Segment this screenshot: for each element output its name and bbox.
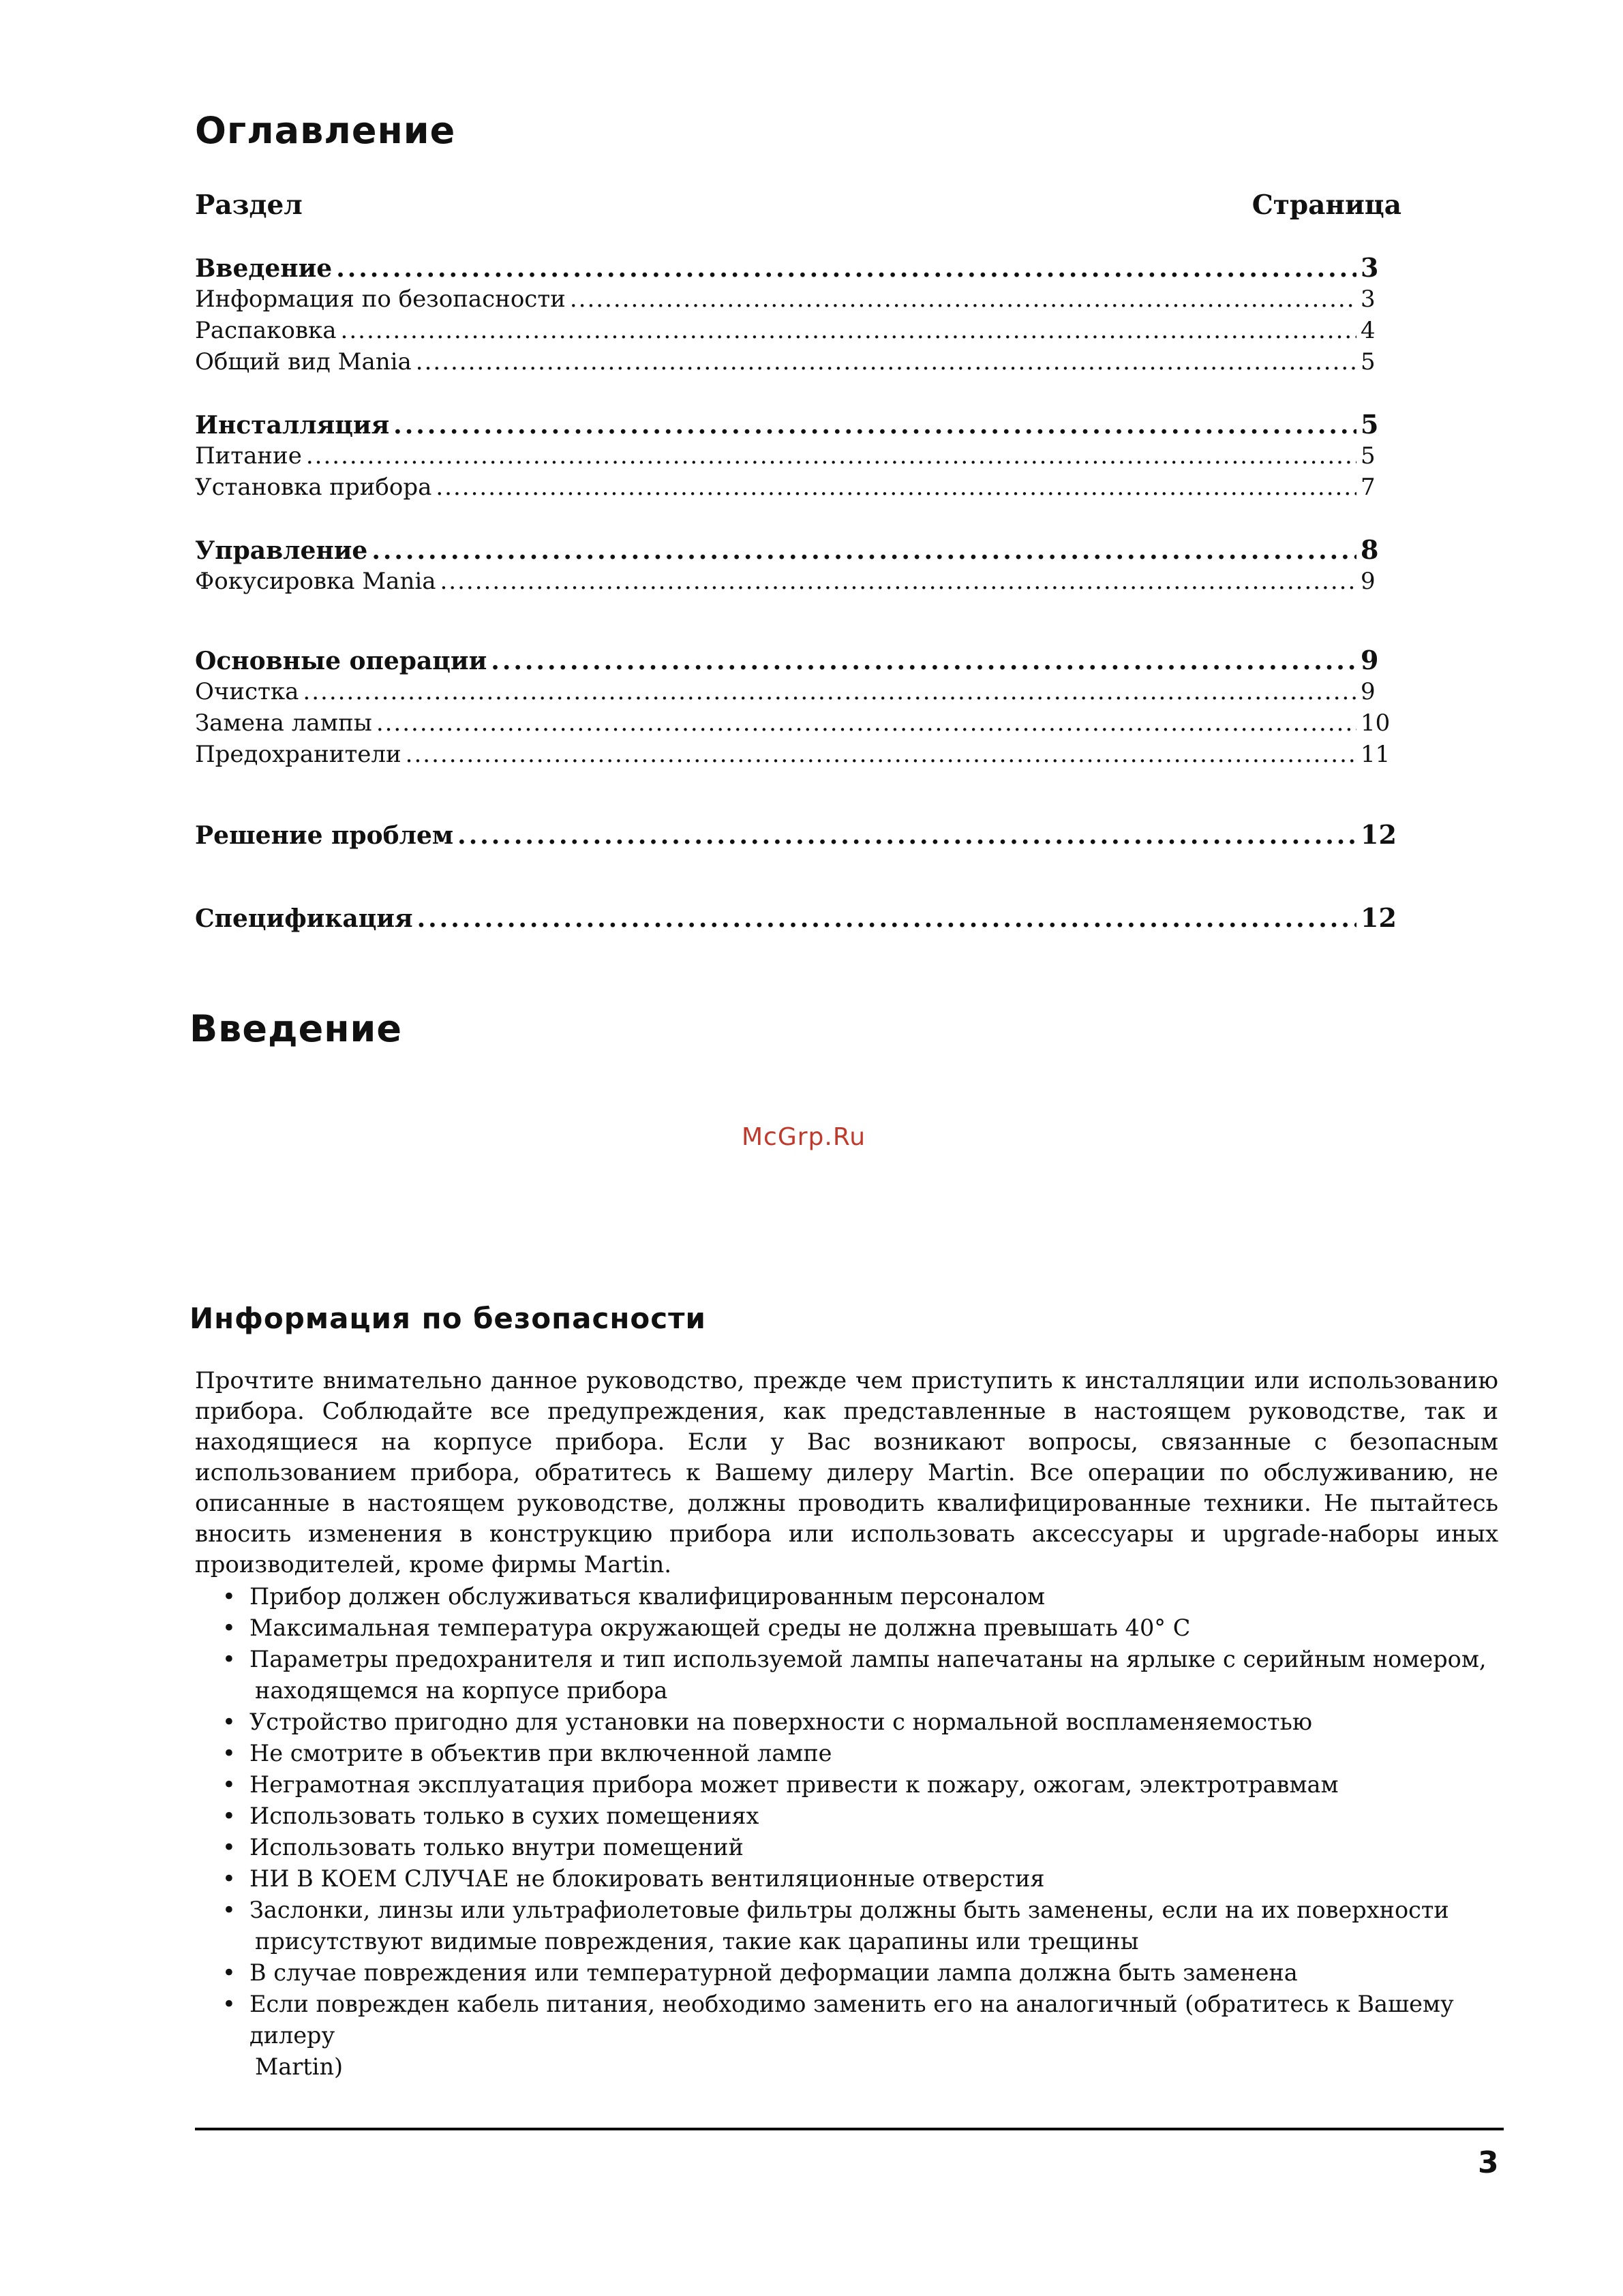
toc-leader-dots (457, 820, 1356, 851)
footer-rule (195, 2128, 1504, 2130)
safety-heading: Информация по безопасности (189, 1302, 706, 1335)
toc-header (195, 189, 1401, 221)
toc-entry-page: 8 (1361, 534, 1379, 565)
toc-entry-label: Предохранители (195, 741, 401, 768)
toc-group (195, 534, 1395, 597)
list-item (222, 1957, 1504, 1989)
toc-entry-label: Установка прибора (195, 474, 432, 501)
list-item (222, 1895, 1504, 1957)
bullet-text: Параметры предохранителя и тип используемой лампы напечатаны на ярлыке с серийным номером, (249, 1646, 1487, 1672)
toc-sub-entry[interactable] (195, 739, 1395, 770)
toc-entry-page: 5 (1361, 442, 1376, 470)
bullet-continuation: находящемся на корпусе прибора (255, 1677, 668, 1704)
toc-sub-entry[interactable] (195, 472, 1395, 503)
bullet-text: Прибор должен обслуживаться квалифицированным персоналом (249, 1583, 1046, 1610)
toc-entry-label: Инсталляция (195, 411, 390, 440)
toc-sub-entry[interactable] (195, 315, 1395, 346)
bullet-text: Максимальная температура окружающей среды не должна превышать 40° С (249, 1614, 1191, 1641)
intro-heading: Введение (189, 1007, 402, 1050)
toc-main-entry[interactable] (195, 819, 1395, 851)
toc-leader-dots (491, 645, 1356, 677)
toc-sub-entry[interactable] (195, 346, 1395, 378)
toc-entry-label: Замена лампы (195, 709, 372, 737)
list-item (222, 1738, 1504, 1769)
toc-sub-entry[interactable] (195, 440, 1395, 472)
toc-entry-page: 5 (1361, 348, 1376, 376)
list-item (222, 1989, 1504, 2083)
table-of-contents (195, 252, 1395, 934)
toc-leader-dots (440, 566, 1356, 597)
toc-entry-label: Питание (195, 442, 302, 470)
safety-paragraph: Прочтите внимательно данное руководство, прежде чем приступить к инсталляции или использованию прибора. Соблюдайте все предупреждения, как представленные в настоящем руководстве, так и находящиеся на корпусе прибора. Если у Вас возникают вопросы, связанные с безопасным использованием прибора, обратитесь к Вашему дилеру Martin. Все операции по обслуживанию, не описанные в настоящем руководстве, должны проводить квалифицированные техники. Не пытайтесь вносить изменения в конструкцию прибора или использовать аксессуары и upgrade-наборы иных производителей, кроме фирмы Martin. (195, 1367, 1498, 1578)
toc-leader-dots (341, 315, 1356, 346)
watermark[interactable]: McGrp.Ru (742, 1123, 866, 1151)
toc-main-entry[interactable] (195, 645, 1395, 676)
list-item (222, 1612, 1504, 1644)
bullet-text: Если поврежден кабель питания, необходимо заменить его на аналогичный (обратитесь к Вашему дилеру (249, 1991, 1454, 2049)
toc-leader-dots (393, 410, 1356, 441)
toc-entry-page: 5 (1361, 409, 1379, 440)
toc-entry-label: Решение проблем (195, 821, 454, 850)
toc-main-entry[interactable] (195, 902, 1395, 934)
toc-entry-page: 9 (1361, 645, 1379, 675)
toc-group (195, 409, 1395, 503)
toc-entry-page: 10 (1361, 709, 1391, 737)
toc-entry-page: 9 (1361, 678, 1376, 705)
toc-leader-dots (336, 253, 1356, 284)
toc-entry-label: Спецификация (195, 904, 413, 933)
list-item (222, 1581, 1504, 1612)
safety-bullet-list (222, 1581, 1504, 2083)
toc-leader-dots (306, 440, 1356, 472)
bullet-text: Устройство пригодно для установки на поверхности с нормальной воспламеняемостью (249, 1709, 1313, 1735)
toc-entry-page: 11 (1361, 741, 1391, 768)
toc-entry-label: Управление (195, 536, 368, 565)
list-item (222, 1769, 1504, 1801)
toc-leader-dots (371, 535, 1356, 566)
toc-entry-page: 9 (1361, 568, 1376, 595)
toc-entry-page: 7 (1361, 474, 1376, 501)
toc-entry-page: 12 (1361, 819, 1397, 850)
toc-title: Оглавление (195, 109, 456, 152)
toc-sub-entry[interactable] (195, 676, 1395, 707)
toc-entry-page: 3 (1361, 252, 1379, 283)
toc-leader-dots (570, 284, 1356, 315)
bullet-continuation: Martin) (255, 2053, 344, 2080)
toc-entry-page: 12 (1361, 902, 1397, 933)
list-item (222, 1801, 1504, 1832)
bullet-text: В случае повреждения или температурной деформации лампа должна быть заменена (249, 1959, 1298, 1986)
toc-leader-dots (303, 676, 1356, 707)
toc-group (195, 645, 1395, 770)
list-item (222, 1706, 1504, 1738)
toc-entry-label: Информация по безопасности (195, 286, 566, 313)
bullet-text: НИ В КОЕМ СЛУЧАЕ не блокировать вентиляционные отверстия (249, 1865, 1045, 1892)
bullet-text: Неграмотная эксплуатация прибора может привести к пожару, ожогам, электротравмам (249, 1771, 1339, 1798)
toc-entry-label: Общий вид Mania (195, 348, 412, 376)
toc-main-entry[interactable] (195, 534, 1395, 566)
toc-col-page: Страница (1252, 189, 1401, 221)
toc-main-entry[interactable] (195, 252, 1395, 284)
toc-leader-dots (406, 739, 1356, 770)
toc-entry-label: Введение (195, 254, 333, 283)
toc-sub-entry[interactable] (195, 284, 1395, 315)
toc-leader-dots (376, 707, 1356, 739)
toc-entry-label: Основные операции (195, 647, 487, 675)
bullet-text: Использовать только внутри помещений (249, 1834, 744, 1861)
bullet-text: Использовать только в сухих помещениях (249, 1803, 759, 1829)
toc-sub-entry[interactable] (195, 566, 1395, 597)
toc-leader-dots (417, 903, 1356, 934)
toc-group (195, 819, 1395, 851)
list-item (222, 1832, 1504, 1863)
toc-entry-label: Очистка (195, 678, 299, 705)
toc-entry-page: 3 (1361, 286, 1376, 313)
toc-entry-page: 4 (1361, 317, 1376, 344)
toc-entry-label: Распаковка (195, 317, 337, 344)
toc-leader-dots (436, 472, 1356, 503)
toc-main-entry[interactable] (195, 409, 1395, 440)
toc-group (195, 902, 1395, 934)
toc-entry-label: Фокусировка Mania (195, 568, 436, 595)
toc-leader-dots (416, 346, 1356, 378)
bullet-text: Заслонки, линзы или ультрафиолетовые фильтры должны быть заменены, если на их поверхности (249, 1897, 1449, 1923)
bullet-continuation: присутствуют видимые повреждения, такие как царапины или трещины (255, 1928, 1139, 1955)
toc-group (195, 252, 1395, 378)
page-number: 3 (1478, 2145, 1499, 2180)
list-item (222, 1863, 1504, 1895)
toc-col-section: Раздел (195, 189, 303, 221)
toc-sub-entry[interactable] (195, 707, 1395, 739)
bullet-text: Не смотрите в объектив при включенной лампе (249, 1740, 832, 1766)
list-item (222, 1644, 1504, 1706)
